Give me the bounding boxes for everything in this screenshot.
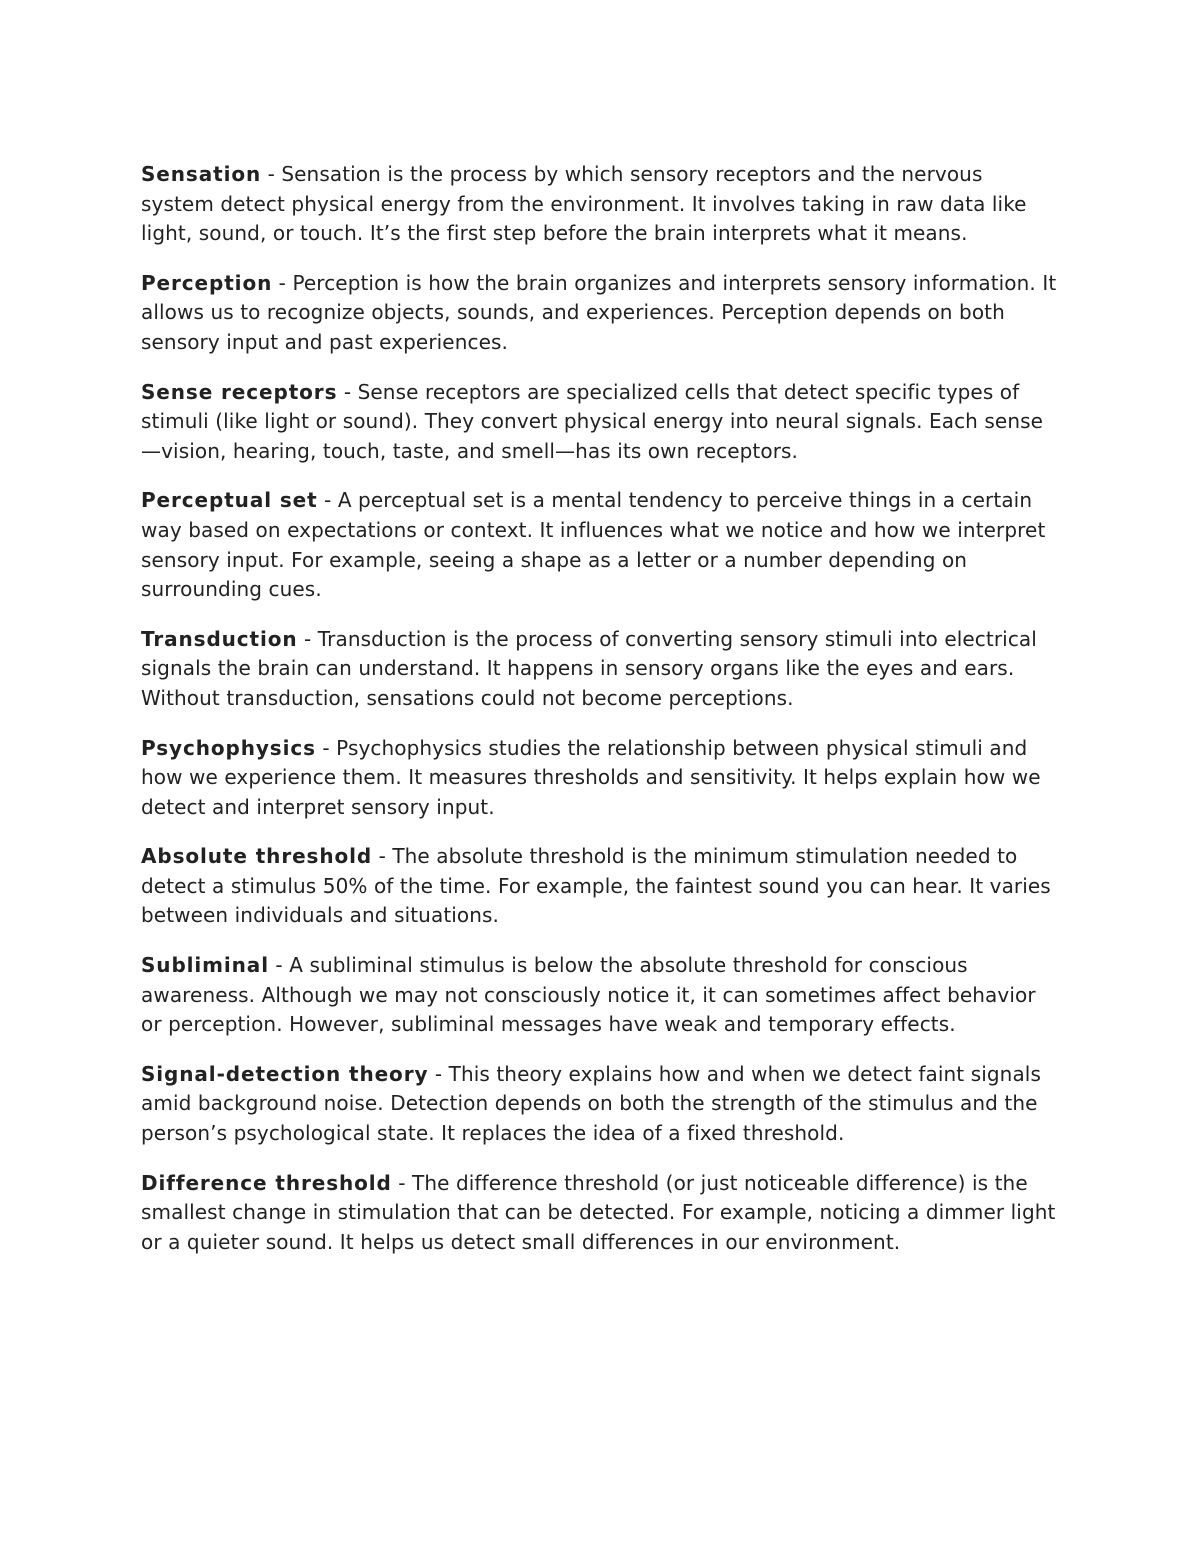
term: Psychophysics bbox=[141, 735, 316, 760]
definition: This theory explains how and when we detect faint signals amid background noise. Detection depends on both the strength of the stimulus and the person’s psychological state. It replaces the idea of a fixed threshold. bbox=[141, 1061, 1041, 1146]
term: Transduction bbox=[141, 626, 298, 651]
separator: - bbox=[315, 735, 337, 760]
separator: - bbox=[297, 626, 318, 651]
definition: The difference threshold (or just noticeable difference) is the smallest change in stimulation that can be detected. For example, noticing a dimmer light or a quieter sound. It helps us detect small differences in our environment. bbox=[141, 1170, 1056, 1254]
separator: - bbox=[272, 270, 293, 295]
entry-subliminal bbox=[141, 951, 1061, 1040]
term: Absolute threshold bbox=[141, 844, 373, 869]
entry-psychophysics bbox=[141, 734, 1061, 823]
definition: Transduction is the process of converting sensory stimuli into electrical signals the brain can understand. It happens in sensory organs like the eyes and ears. Without transduction, sensations could not become perceptions. bbox=[141, 626, 1037, 710]
definition: Sense receptors are specialized cells that detect specific types of stimuli (like light or sound). They convert physical energy into neural signals. Each sense—vision, hearing, touch, taste, and smell—has its own receptors. bbox=[141, 379, 1044, 463]
entry-difference-threshold bbox=[141, 1169, 1061, 1258]
entry-absolute-threshold bbox=[141, 842, 1061, 931]
definition: Psychophysics studies the relationship between physical stimuli and how we experience them. It measures thresholds and sensitivity. It helps explain how we detect and interpret sensory input. bbox=[141, 735, 1041, 819]
definition: A perceptual set is a mental tendency to perceive things in a certain way based on expectations or context. It influences what we notice and how we interpret sensory input. For example, seeing a shape as a letter or a number depending on surrounding cues. bbox=[141, 488, 1046, 602]
separator: - bbox=[268, 953, 290, 978]
entry-transduction bbox=[141, 625, 1061, 714]
term: Difference threshold bbox=[141, 1170, 392, 1195]
separator: - bbox=[372, 844, 393, 869]
term: Sense receptors bbox=[141, 379, 338, 404]
definition: Perception is how the brain organizes and interprets sensory information. It allows us to recognize objects, sounds, and experiences. Perception depends on both sensory input and past experiences. bbox=[141, 270, 1057, 354]
separator: - bbox=[317, 488, 338, 513]
entry-perception bbox=[141, 269, 1061, 358]
definition: Sensation is the process by which sensory receptors and the nervous system detect physical energy from the environment. It involves taking in raw data like light, sound, or touch. It’s the first step before the brain interprets what it means. bbox=[141, 162, 1027, 246]
term: Perceptual set bbox=[141, 488, 318, 513]
entry-perceptual-set bbox=[141, 486, 1061, 604]
entry-signal-detection-theory bbox=[141, 1060, 1061, 1149]
separator: - bbox=[391, 1170, 412, 1195]
term: Sensation bbox=[141, 162, 262, 186]
entry-sense-receptors bbox=[141, 378, 1061, 467]
separator: - bbox=[261, 162, 282, 186]
separator: - bbox=[428, 1061, 449, 1086]
definition: A subliminal stimulus is below the absolute threshold for conscious awareness. Although we may not consciously notice it, it can sometimes affect behavior or perception. However, subliminal messages have weak and temporary effects. bbox=[141, 953, 1036, 1037]
entry-sensation bbox=[141, 160, 1061, 249]
term: Signal-detection theory bbox=[141, 1061, 429, 1086]
document-page bbox=[141, 160, 1061, 1277]
separator: - bbox=[337, 379, 358, 404]
term: Perception bbox=[141, 270, 273, 295]
term: Subliminal bbox=[141, 953, 269, 978]
definition: The absolute threshold is the minimum stimulation needed to detect a stimulus 50% of the time. For example, the faintest sound you can hear. It varies between individuals and situations. bbox=[141, 844, 1051, 928]
